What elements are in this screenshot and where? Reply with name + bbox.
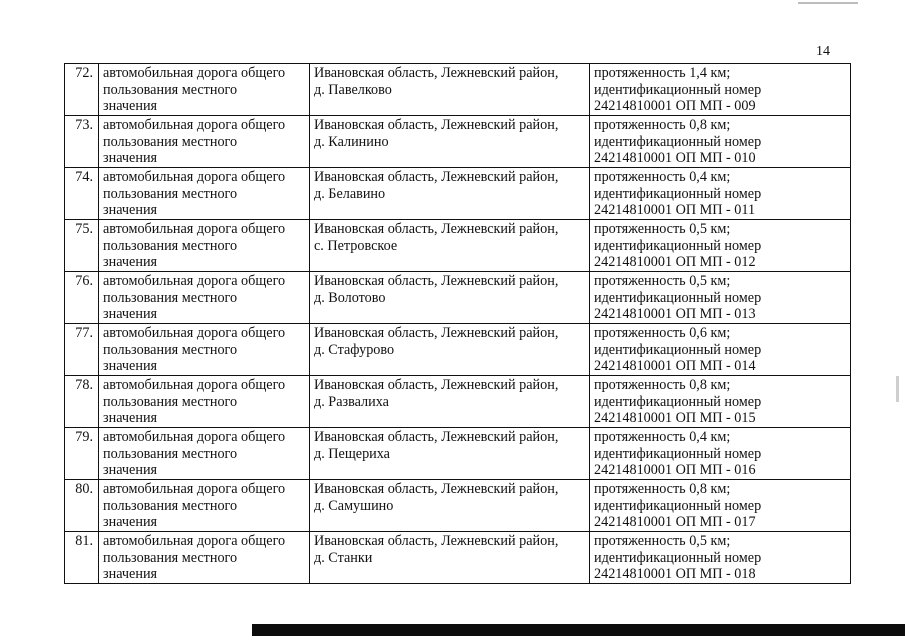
location-cell: Ивановская область, Лежневский район, д. Белавино	[310, 168, 590, 220]
table-row	[65, 220, 851, 272]
page-number: 14	[816, 44, 830, 59]
location-cell: Ивановская область, Лежневский район, с. Петровское	[310, 220, 590, 272]
details-cell: протяженность 0,8 км; идентификационный номер 24214810001 ОП МП - 017	[590, 480, 851, 532]
road-type-cell: автомобильная дорога общего пользования местного значения	[99, 532, 310, 584]
location-cell: Ивановская область, Лежневский район, д. Самушино	[310, 480, 590, 532]
location-cell: Ивановская область, Лежневский район, д. Пещериха	[310, 428, 590, 480]
road-registry-table	[64, 63, 851, 584]
road-type-cell: автомобильная дорога общего пользования местного значения	[99, 116, 310, 168]
road-type-cell: автомобильная дорога общего пользования местного значения	[99, 168, 310, 220]
details-cell: протяженность 0,4 км; идентификационный номер 24214810001 ОП МП - 011	[590, 168, 851, 220]
table-row	[65, 168, 851, 220]
table-row	[65, 324, 851, 376]
row-number: 75.	[65, 220, 99, 272]
details-cell: протяженность 0,5 км; идентификационный номер 24214810001 ОП МП - 018	[590, 532, 851, 584]
table-row	[65, 532, 851, 584]
row-number: 78.	[65, 376, 99, 428]
table-row	[65, 376, 851, 428]
scan-artifact-top	[798, 2, 858, 4]
row-number: 74.	[65, 168, 99, 220]
scan-edge-bar	[252, 624, 905, 636]
scan-artifact-right	[896, 376, 899, 402]
road-type-cell: автомобильная дорога общего пользования местного значения	[99, 64, 310, 116]
table-row	[65, 480, 851, 532]
details-cell: протяженность 0,5 км; идентификационный номер 24214810001 ОП МП - 013	[590, 272, 851, 324]
row-number: 73.	[65, 116, 99, 168]
location-cell: Ивановская область, Лежневский район, д. Павелково	[310, 64, 590, 116]
row-number: 80.	[65, 480, 99, 532]
details-cell: протяженность 0,8 км; идентификационный номер 24214810001 ОП МП - 010	[590, 116, 851, 168]
table-row	[65, 64, 851, 116]
details-cell: протяженность 0,6 км; идентификационный номер 24214810001 ОП МП - 014	[590, 324, 851, 376]
row-number: 81.	[65, 532, 99, 584]
location-cell: Ивановская область, Лежневский район, д. Развалиха	[310, 376, 590, 428]
row-number: 79.	[65, 428, 99, 480]
road-type-cell: автомобильная дорога общего пользования местного значения	[99, 428, 310, 480]
details-cell: протяженность 0,8 км; идентификационный номер 24214810001 ОП МП - 015	[590, 376, 851, 428]
table-row	[65, 116, 851, 168]
road-type-cell: автомобильная дорога общего пользования местного значения	[99, 480, 310, 532]
details-cell: протяженность 0,5 км; идентификационный номер 24214810001 ОП МП - 012	[590, 220, 851, 272]
row-number: 77.	[65, 324, 99, 376]
table-row	[65, 428, 851, 480]
location-cell: Ивановская область, Лежневский район, д. Волотово	[310, 272, 590, 324]
road-type-cell: автомобильная дорога общего пользования местного значения	[99, 376, 310, 428]
road-type-cell: автомобильная дорога общего пользования местного значения	[99, 324, 310, 376]
details-cell: протяженность 0,4 км; идентификационный номер 24214810001 ОП МП - 016	[590, 428, 851, 480]
location-cell: Ивановская область, Лежневский район, д. Стафурово	[310, 324, 590, 376]
location-cell: Ивановская область, Лежневский район, д. Станки	[310, 532, 590, 584]
details-cell: протяженность 1,4 км; идентификационный номер 24214810001 ОП МП - 009	[590, 64, 851, 116]
road-type-cell: автомобильная дорога общего пользования местного значения	[99, 272, 310, 324]
row-number: 76.	[65, 272, 99, 324]
row-number: 72.	[65, 64, 99, 116]
road-type-cell: автомобильная дорога общего пользования местного значения	[99, 220, 310, 272]
location-cell: Ивановская область, Лежневский район, д. Калинино	[310, 116, 590, 168]
table-row	[65, 272, 851, 324]
